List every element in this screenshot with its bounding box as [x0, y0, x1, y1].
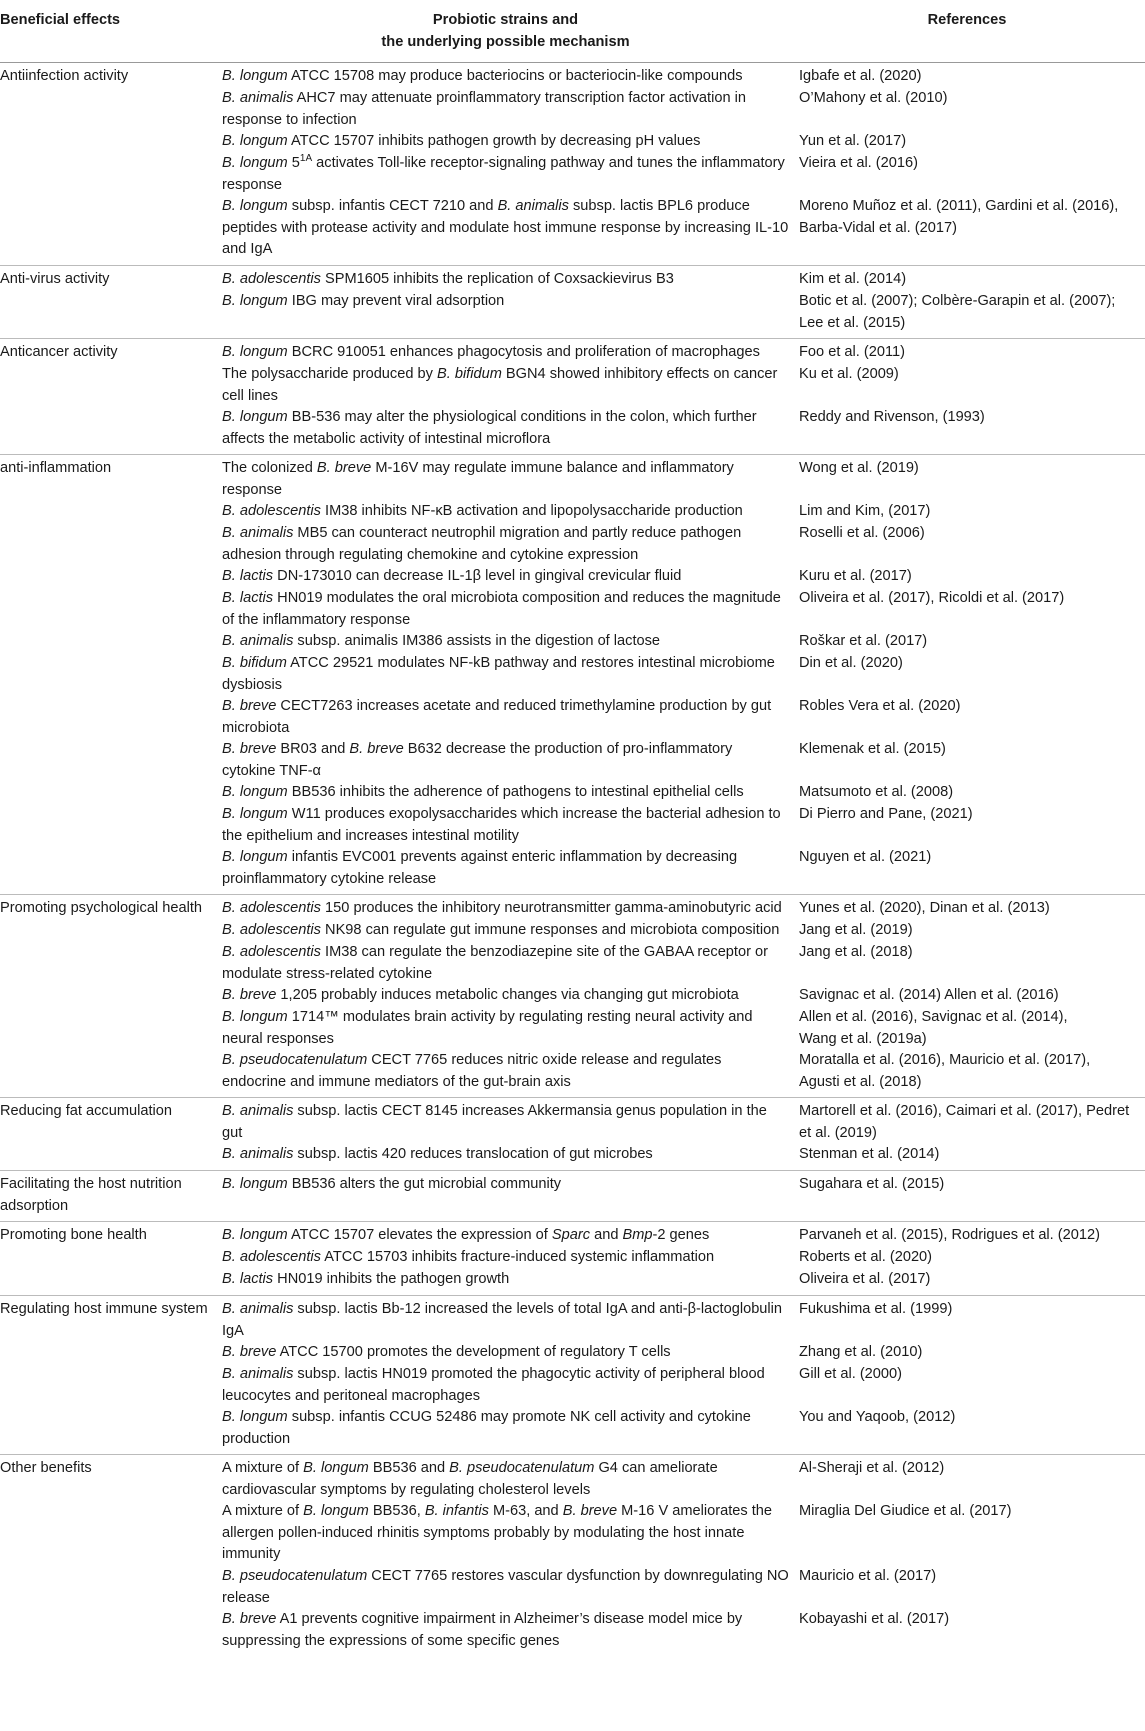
reference-entry: [799, 523, 1145, 566]
reference-text: Allen et al. (2016), Savignac et al. (2014),: [799, 1009, 1068, 1025]
reference-entry: [799, 1225, 1145, 1247]
beneficial-effect-cell: Reducing fat accumulation: [0, 1103, 172, 1119]
probiotic-strains-cell: [222, 1171, 789, 1222]
reference-entry: [799, 1364, 1145, 1407]
reference-entry: [799, 985, 1145, 1007]
probiotic-strains-cell: [222, 266, 789, 339]
header-probiotic-strains: [222, 0, 789, 63]
strain-mechanism-entry: B. breve A1 prevents cognitive impairment in Alzheimer’s disease model mice by suppressing the expressions of some specific genes: [222, 1611, 743, 1649]
reference-text: Zhang et al. (2010): [799, 1344, 923, 1360]
reference-entry: [799, 1269, 1145, 1291]
strain-mechanism-entry: B. longum $5^{1A}$ activates Toll-like receptor-signaling pathway and tunes the inflammatory response: [222, 153, 785, 193]
strain-mechanism-entry: B. longum BCRC 910051 enhances phagocytosis and proliferation of macrophages: [222, 344, 760, 360]
beneficial-effect-cell: Promoting bone health: [0, 1227, 147, 1243]
beneficial-effect-cell: Promoting psychological health: [0, 900, 202, 916]
reference-entry: [799, 291, 1145, 334]
references-cell: [789, 455, 1145, 895]
strain-mechanism-entry: B. lactis HN019 inhibits the pathogen growth: [222, 1271, 510, 1287]
table-row: [0, 266, 1145, 339]
strain-mechanism-entry: B. breve CECT7263 increases acetate and reduced trimethylamine production by gut microbiota: [222, 698, 772, 736]
table-body: [0, 63, 1145, 1657]
beneficial-effect-cell: Anticancer activity: [0, 344, 118, 360]
strain-mechanism-entry: B. longum ATCC 15708 may produce bacteriocins or bacteriocin-like compounds: [222, 68, 743, 84]
reference-entry: [799, 66, 1145, 88]
strain-mechanism-entry: B. longum BB-536 may alter the physiological conditions in the colon, which further affects the metabolic activity of intestinal microflora: [222, 409, 757, 447]
reference-text: Ku et al. (2009): [799, 366, 899, 382]
reference-text: Oliveira et al. (2017), Ricoldi et al. (2017): [799, 590, 1065, 606]
strain-mechanism-entry: B. animalis AHC7 may attenuate proinflammatory transcription factor activation in response to infection: [222, 90, 746, 128]
strain-mechanism-entry: The polysaccharide produced by B. bifidum BGN4 showed inhibitory effects on cancer cell lines: [222, 366, 778, 404]
table-row: [0, 1455, 1145, 1657]
reference-text: Yun et al. (2017): [799, 133, 907, 149]
strain-mechanism-entry: B. longum infantis EVC001 prevents against enteric inflammation by decreasing proinflammatory cytokine release: [222, 849, 738, 887]
probiotic-strains-cell: [222, 63, 789, 266]
reference-text: Mauricio et al. (2017): [799, 1568, 937, 1584]
references-cell: [789, 895, 1145, 1098]
reference-text: Moratalla et al. (2016), Mauricio et al. (2017),: [799, 1052, 1091, 1068]
strain-mechanism-entry: B. lactis DN-173010 can decrease IL-1β level in gingival crevicular fluid: [222, 568, 682, 584]
reference-text: Martorell et al. (2016), Caimari et al. (2017), Pedret: [799, 1103, 1130, 1119]
strain-mechanism-entry: B. lactis HN019 modulates the oral microbiota composition and reduces the magnitude of the inflammatory response: [222, 590, 781, 628]
strain-mechanism-entry: B. animalis subsp. lactis 420 reduces translocation of gut microbes: [222, 1146, 653, 1162]
reference-text: Roškar et al. (2017): [799, 633, 928, 649]
strain-mechanism-entry: A mixture of B. longum BB536, B. infantis M-63, and B. breve M-16 V ameliorates the allergen pollen-induced rhinitis symptoms probably by modulating the host innate immunity: [222, 1503, 773, 1562]
strain-mechanism-entry: B. longum BB536 inhibits the adherence of pathogens to intestinal epithelial cells: [222, 784, 744, 800]
reference-text: Moreno Muñoz et al. (2011), Gardini et al. (2016),: [799, 198, 1119, 214]
header-strains-line-1: Probiotic strains and: [432, 12, 579, 28]
strain-mechanism-entry: B. longum ATCC 15707 elevates the expression of Sparc and Bmp-2 genes: [222, 1227, 710, 1243]
reference-entry: [799, 196, 1145, 261]
reference-entry: [799, 153, 1145, 196]
reference-entry: [799, 1501, 1145, 1566]
reference-text: Barba-Vidal et al. (2017): [799, 219, 957, 236]
probiotic-strains-cell: [222, 1098, 789, 1171]
probiotic-strains-cell: [222, 455, 789, 895]
reference-entry: [799, 1609, 1145, 1652]
reference-entry: [799, 1174, 1145, 1196]
beneficial-effect-cell: Anti-virus activity: [0, 271, 110, 287]
reference-entry: [799, 1458, 1145, 1501]
strain-mechanism-entry: B. animalis subsp. lactis Bb-12 increased the levels of total IgA and anti-β-lactoglobulin IgA: [222, 1301, 783, 1339]
strain-mechanism-entry: B. adolescentis ATCC 15703 inhibits fracture-induced systemic inflammation: [222, 1249, 715, 1265]
probiotic-strains-cell: [222, 895, 789, 1098]
reference-text: Vieira et al. (2016): [799, 155, 918, 171]
reference-entry: [799, 898, 1145, 920]
references-cell: [789, 1296, 1145, 1455]
table-header-row: [0, 0, 1145, 63]
strain-mechanism-entry: B. pseudocatenulatum CECT 7765 restores vascular dysfunction by downregulating NO release: [222, 1568, 789, 1606]
reference-text: Klemenak et al. (2015): [799, 741, 946, 757]
strain-mechanism-entry: B. animalis MB5 can counteract neutrophil migration and partly reduce pathogen adhesion through regulating chemokine and cytokine expression: [222, 525, 742, 563]
reference-text: Wong et al. (2019): [799, 460, 919, 476]
reference-text: Kobayashi et al. (2017): [799, 1611, 950, 1627]
reference-text: et al. (2019): [799, 1124, 877, 1141]
reference-entry: [799, 342, 1145, 364]
references-cell: [789, 266, 1145, 339]
table-row: [0, 1098, 1145, 1171]
beneficial-effect-cell: Other benefits: [0, 1460, 92, 1476]
reference-entry: [799, 88, 1145, 131]
reference-text: Parvaneh et al. (2015), Rodrigues et al. (2012): [799, 1227, 1100, 1243]
reference-text: Savignac et al. (2014) Allen et al. (2016): [799, 987, 1059, 1003]
strain-mechanism-entry: B. adolescentis 150 produces the inhibitory neurotransmitter gamma-aminobutyric acid: [222, 900, 782, 916]
reference-entry: [799, 407, 1145, 450]
reference-entry: [799, 1247, 1145, 1269]
reference-entry: [799, 942, 1145, 985]
reference-text: Botic et al. (2007); Colbère-Garapin et al. (2007);: [799, 293, 1116, 309]
strain-mechanism-entry: B. animalis subsp. lactis HN019 promoted the phagocytic activity of peripheral blood leucocytes and peritoneal macrophages: [222, 1366, 765, 1404]
reference-text: Fukushima et al. (1999): [799, 1301, 953, 1317]
reference-entry: [799, 847, 1145, 890]
reference-text: Wang et al. (2019a): [799, 1030, 927, 1047]
probiotic-strains-cell: [222, 1222, 789, 1296]
reference-text: Kuru et al. (2017): [799, 568, 912, 584]
reference-text: Yunes et al. (2020), Dinan et al. (2013): [799, 900, 1050, 916]
strain-mechanism-entry: B. adolescentis IM38 inhibits NF-κB activation and lipopolysaccharide production: [222, 503, 743, 519]
beneficial-effect-cell: anti-inflammation: [0, 460, 112, 476]
reference-entry: [799, 653, 1145, 696]
strain-mechanism-entry: B. longum W11 produces exopolysaccharides which increase the bacterial adhesion to the epithelium and increases intestinal motility: [222, 806, 781, 844]
beneficial-effect-cell: Antiinfection activity: [0, 68, 129, 84]
strain-mechanism-entry: B. longum ATCC 15707 inhibits pathogen growth by decreasing pH values: [222, 133, 701, 149]
reference-text: Stenman et al. (2014): [799, 1146, 940, 1162]
reference-text: Jang et al. (2018): [799, 944, 913, 960]
reference-text: Robles Vera et al. (2020): [799, 698, 961, 714]
reference-entry: [799, 588, 1145, 631]
header-references: References: [789, 0, 1145, 63]
probiotic-strains-cell: [222, 1296, 789, 1455]
reference-entry: [799, 1007, 1145, 1050]
reference-text: Agusti et al. (2018): [799, 1073, 922, 1090]
reference-entry: [799, 1050, 1145, 1093]
strain-mechanism-entry: B. longum 1714™ modulates brain activity by regulating resting neural activity and neural responses: [222, 1009, 753, 1047]
references-cell: [789, 63, 1145, 266]
strain-mechanism-entry: A mixture of B. longum BB536 and B. pseudocatenulatum G4 can ameliorate cardiovascular symptoms by regulating cholesterol levels: [222, 1460, 718, 1498]
reference-text: Matsumoto et al. (2008): [799, 784, 954, 800]
reference-text: Kim et al. (2014): [799, 271, 907, 287]
reference-entry: [799, 1101, 1145, 1144]
strain-mechanism-entry: B. longum BB536 alters the gut microbial community: [222, 1176, 562, 1192]
strain-mechanism-entry: B. adolescentis NK98 can regulate gut immune responses and microbiota composition: [222, 922, 780, 938]
strain-mechanism-entry: B. bifidum ATCC 29521 modulates NF-kB pathway and restores intestinal microbiome dysbiosis: [222, 655, 775, 693]
strain-mechanism-entry: B. adolescentis SPM1605 inhibits the replication of Coxsackievirus B3: [222, 271, 674, 287]
references-cell: [789, 1098, 1145, 1171]
reference-text: Roberts et al. (2020): [799, 1249, 933, 1265]
reference-text: Lee et al. (2015): [799, 314, 906, 331]
reference-text: Di Pierro and Pane, (2021): [799, 806, 973, 822]
strain-mechanism-entry: B. breve 1,205 probably induces metabolic changes via changing gut microbiota: [222, 987, 739, 1003]
strain-mechanism-entry: B. animalis subsp. animalis IM386 assists in the digestion of lactose: [222, 633, 661, 649]
reference-text: Jang et al. (2019): [799, 922, 913, 938]
reference-text: Igbafe et al. (2020): [799, 68, 922, 84]
probiotic-strains-cell: [222, 1455, 789, 1657]
table-row: [0, 1171, 1145, 1222]
reference-entry: [799, 920, 1145, 942]
table-row: [0, 1296, 1145, 1455]
reference-text: Gill et al. (2000): [799, 1366, 903, 1382]
reference-text: Foo et al. (2011): [799, 344, 905, 360]
reference-entry: [799, 364, 1145, 407]
strain-mechanism-entry: B. adolescentis IM38 can regulate the benzodiazepine site of the GABAA receptor or modulate stress-related cytokine: [222, 944, 768, 982]
reference-text: Reddy and Rivenson, (1993): [799, 409, 985, 425]
reference-entry: [799, 1566, 1145, 1609]
table-row: [0, 1222, 1145, 1296]
reference-text: Miraglia Del Giudice et al. (2017): [799, 1503, 1012, 1519]
reference-entry: [799, 1342, 1145, 1364]
reference-text: Lim and Kim, (2017): [799, 503, 931, 519]
reference-text: Din et al. (2020): [799, 655, 903, 671]
references-cell: [789, 1222, 1145, 1296]
reference-entry: [799, 269, 1145, 291]
header-strains-line-2: the underlying possible mechanism: [381, 33, 630, 50]
strain-mechanism-entry: B. breve ATCC 15700 promotes the development of regulatory T cells: [222, 1344, 671, 1360]
reference-text: You and Yaqoob, (2012): [799, 1409, 956, 1425]
reference-entry: [799, 804, 1145, 847]
references-cell: [789, 1171, 1145, 1222]
reference-text: Sugahara et al. (2015): [799, 1176, 945, 1192]
strain-mechanism-entry: B. longum subsp. infantis CCUG 52486 may promote NK cell activity and cytokine production: [222, 1409, 751, 1447]
reference-entry: [799, 566, 1145, 588]
strain-mechanism-entry: B. animalis subsp. lactis CECT 8145 increases Akkermansia genus population in the gut: [222, 1103, 767, 1141]
reference-text: Nguyen et al. (2021): [799, 849, 932, 865]
strain-mechanism-entry: B. breve BR03 and B. breve B632 decrease the production of pro-inflammatory cytokine TNF-α: [222, 741, 733, 779]
reference-entry: [799, 782, 1145, 804]
reference-text: Al-Sheraji et al. (2012): [799, 1460, 945, 1476]
strain-mechanism-entry: B. pseudocatenulatum CECT 7765 reduces nitric oxide release and regulates endocrine and immune mediators of the gut-brain axis: [222, 1052, 722, 1090]
reference-entry: [799, 1407, 1145, 1450]
reference-text: O’Mahony et al. (2010): [799, 90, 948, 106]
beneficial-effect-cell: Regulating host immune system: [0, 1301, 208, 1317]
reference-entry: [799, 1144, 1145, 1166]
beneficial-effect-cell: Facilitating the host nutrition adsorption: [0, 1176, 182, 1214]
reference-entry: [799, 1299, 1145, 1342]
references-cell: [789, 339, 1145, 455]
strain-mechanism-entry: B. longum IBG may prevent viral adsorption: [222, 293, 505, 309]
references-cell: [789, 1455, 1145, 1657]
reference-entry: [799, 131, 1145, 153]
table-row: [0, 339, 1145, 455]
table-row: [0, 895, 1145, 1098]
reference-entry: [799, 501, 1145, 523]
reference-text: Oliveira et al. (2017): [799, 1271, 931, 1287]
reference-entry: [799, 458, 1145, 501]
reference-entry: [799, 631, 1145, 653]
reference-entry: [799, 696, 1145, 739]
table-row: [0, 63, 1145, 266]
probiotic-strains-cell: [222, 339, 789, 455]
strain-mechanism-entry: B. longum subsp. infantis CECT 7210 and B. animalis subsp. lactis BPL6 produce peptides with protease activity and modulate host immune response by increasing IL-10 and IgA: [222, 198, 789, 257]
table-row: [0, 455, 1145, 895]
reference-text: Roselli et al. (2006): [799, 525, 925, 541]
strain-mechanism-entry: The colonized B. breve M-16V may regulate immune balance and inflammatory response: [222, 460, 734, 498]
header-beneficial-effects: Beneficial effects: [0, 0, 222, 63]
reference-entry: [799, 739, 1145, 782]
